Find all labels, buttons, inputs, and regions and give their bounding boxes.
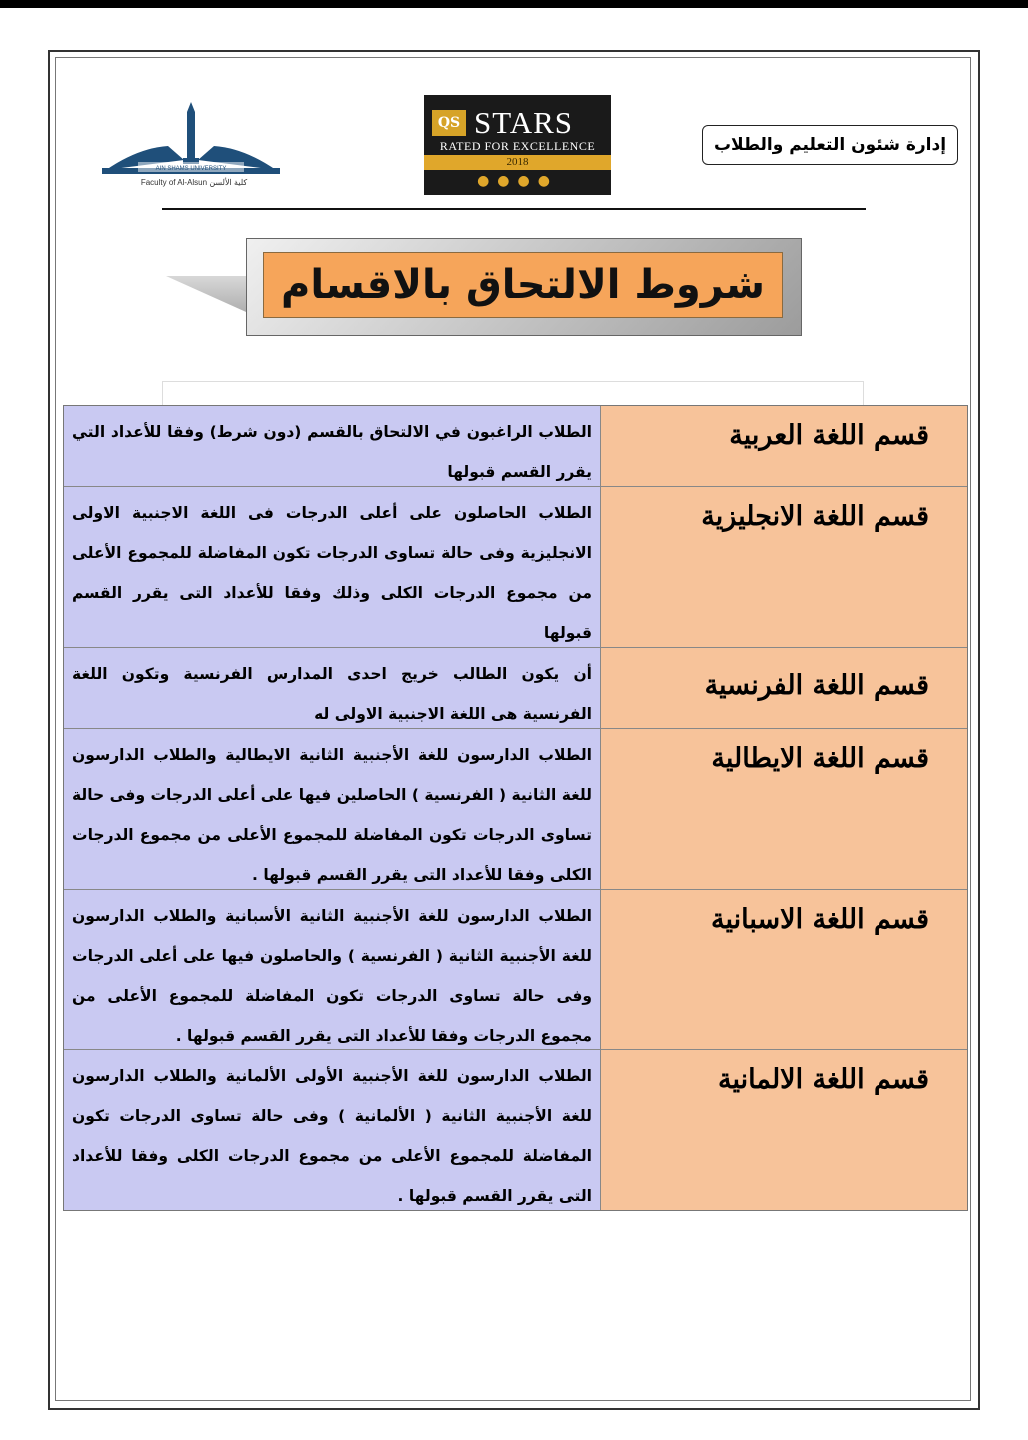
- condition-cell: الطلاب الدارسون للغة الأجنبية الثانية الأسبانية والطلاب الدارسون للغة الأجنبية الثانية ( الفرنسية ) والحاصلون فيها على أعلى الدرجات وفى حالة تساوى الدرجات تكون المفاضلة للمجموع الأعلى من مجموع الدرجات وفقا للأعداد التى يقرر القسم قبولها .: [64, 890, 601, 1049]
- page-title: شروط الالتحاق بالاقسام: [263, 252, 783, 318]
- document-page: [0, 8, 1028, 1440]
- table-row: [64, 890, 967, 1050]
- admission-conditions-table: [63, 405, 968, 1211]
- department-cell: قسم اللغة الالمانية: [601, 1050, 967, 1210]
- qs-rating-dots: ●●●●: [477, 173, 558, 189]
- condition-cell: الطلاب الحاصلون على أعلى الدرجات فى اللغة الاجنبية الاولى الانجليزية وفى حالة تساوى الدرجات تكون المفاضلة للمجموع الأعلى من مجموع الدرجات الكلى وذلك وفقا للأعداد التى يقرر القسم قبولها: [64, 487, 601, 647]
- table-row: [64, 729, 967, 890]
- svg-text:AIN SHAMS UNIVERSITY: AIN SHAMS UNIVERSITY: [155, 166, 227, 172]
- table-row: [64, 487, 967, 648]
- condition-cell: أن يكون الطالب خريج احدى المدارس الفرنسية وتكون اللغة الفرنسية هى اللغة الاجنبية الاولى له: [64, 648, 601, 728]
- department-cell: قسم اللغة الانجليزية: [601, 487, 967, 647]
- logo-caption: Faculty of Al-Alsun كلية الألسن: [140, 178, 248, 187]
- department-cell: قسم اللغة الفرنسية: [601, 648, 967, 728]
- qs-year: 2018: [424, 155, 611, 170]
- condition-cell: الطلاب الدارسون للغة الأجنبية الثانية الايطالية والطلاب الدارسون للغة الثانية ( الفرنسية ) الحاصلين فيها على أعلى الدرجات وفى حالة تساوى الدرجات تكون المفاضلة للمجموع الأعلى من مجموع الدرجات الكلى وفقا للأعداد التى يقرر القسم قبولها .: [64, 729, 601, 889]
- qs-stars-badge: [424, 95, 611, 195]
- table-row: [64, 1050, 967, 1210]
- qs-rated-text: RATED FOR EXCELLENCE: [439, 139, 596, 153]
- table-row: [64, 406, 967, 487]
- header-divider: [162, 208, 866, 210]
- qs-stars-word: STARS: [474, 105, 573, 140]
- department-cell: قسم اللغة الاسبانية: [601, 890, 967, 1049]
- administration-label: إدارة شئون التعليم والطلاب: [702, 125, 958, 165]
- condition-cell: الطلاب الراغبون في الالتحاق بالقسم (دون شرط) وفقا للأعداد التي يقرر القسم قبولها: [64, 406, 601, 486]
- qs-mark: QS: [432, 110, 466, 136]
- condition-cell: الطلاب الدارسون للغة الأجنبية الأولى الألمانية والطلاب الدارسون للغة الأجنبية الثانية ( الألمانية ) وفى حالة تساوى الدرجات تكون المفاضلة للمجموع الأعلى من مجموع الدرجات الكلى وفقا للأعداد التى يقرر القسم قبولها .: [64, 1050, 601, 1210]
- faint-outline: [162, 381, 864, 408]
- department-cell: قسم اللغة العربية: [601, 406, 967, 486]
- department-cell: قسم اللغة الايطالية: [601, 729, 967, 889]
- table-row: [64, 648, 967, 729]
